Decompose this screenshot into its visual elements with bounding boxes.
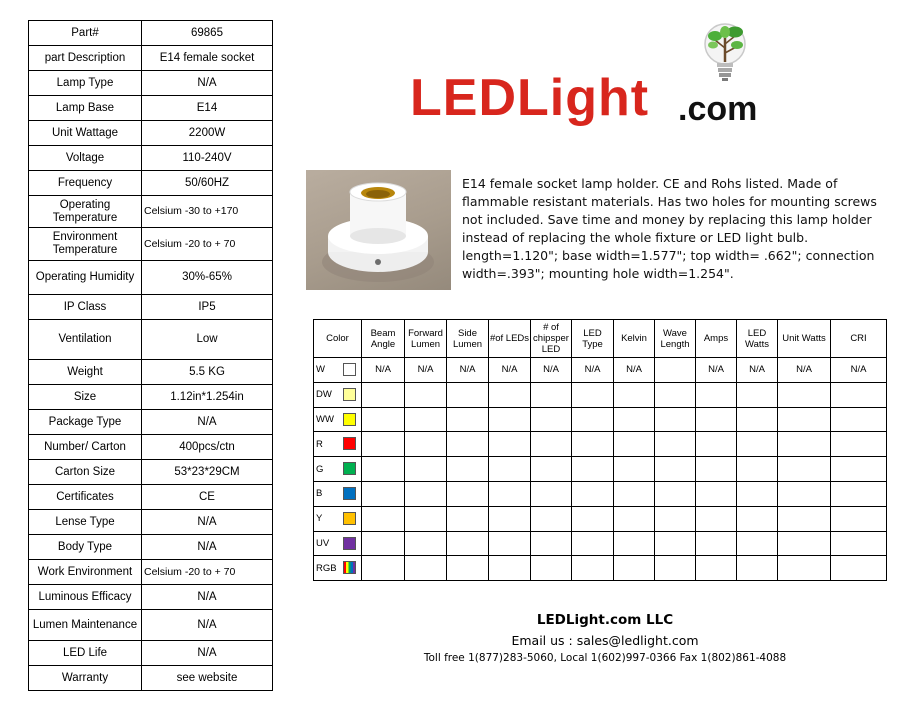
spec-value: Celsium -20 to + 70 [142,560,273,585]
column-header: LED Type [572,320,614,358]
spec-row [29,666,273,691]
data-cell [405,481,447,506]
color-cell [314,457,362,482]
data-cell [362,382,405,407]
spec-label: Ventilation [29,320,142,360]
data-cell [655,531,696,556]
data-cell [614,556,655,581]
color-swatch [343,462,356,475]
color-swatch [343,437,356,450]
data-cell [614,382,655,407]
data-cell [614,432,655,457]
data-cell: N/A [405,358,447,383]
data-cell [572,556,614,581]
data-cell [531,432,572,457]
spec-label: Size [29,385,142,410]
data-cell [655,358,696,383]
spec-row [29,295,273,320]
data-cell [737,481,778,506]
data-cell [489,506,531,531]
spec-label: Operating Humidity [29,261,142,295]
data-cell: N/A [778,358,831,383]
spec-row [29,585,273,610]
data-cell: N/A [831,358,887,383]
data-cell [531,506,572,531]
color-swatch [343,537,356,550]
data-cell [614,407,655,432]
data-cell [737,457,778,482]
spec-value: 1.12in*1.254in [142,385,273,410]
spec-label: Certificates [29,485,142,510]
spec-label: Warranty [29,666,142,691]
spec-value: N/A [142,535,273,560]
data-cell [831,506,887,531]
spec-value: 400pcs/ctn [142,435,273,460]
data-cell [489,382,531,407]
data-cell [778,432,831,457]
spec-value: CE [142,485,273,510]
data-cell [447,481,489,506]
color-row [314,432,887,457]
spec-label: Environment Temperature [29,228,142,261]
data-cell [696,531,737,556]
spec-label: Weight [29,360,142,385]
spec-row [29,171,273,196]
spec-label: Lamp Type [29,71,142,96]
color-cell [314,432,362,457]
color-cell [314,407,362,432]
color-name: G [316,463,324,475]
data-cell [362,506,405,531]
data-cell [362,432,405,457]
spec-row [29,21,273,46]
spec-row [29,196,273,228]
data-cell: N/A [696,358,737,383]
data-cell [614,481,655,506]
data-cell [405,457,447,482]
spec-value: 5.5 KG [142,360,273,385]
spec-row [29,71,273,96]
spec-value: N/A [142,71,273,96]
data-cell [362,407,405,432]
data-cell: N/A [531,358,572,383]
data-cell [778,506,831,531]
footer-contact [400,611,810,665]
spec-value: N/A [142,585,273,610]
data-cell [831,432,887,457]
data-cell [447,407,489,432]
data-cell [447,556,489,581]
spec-value: 50/60HZ [142,171,273,196]
spec-value: 30%-65% [142,261,273,295]
spec-value: see website [142,666,273,691]
spec-value: N/A [142,641,273,666]
spec-value: E14 female socket [142,46,273,71]
spec-label: Work Environment [29,560,142,585]
data-cell [572,432,614,457]
data-cell: N/A [447,358,489,383]
data-cell [696,506,737,531]
data-cell [737,382,778,407]
spec-row [29,146,273,171]
spec-value: 2200W [142,121,273,146]
spec-label: Lense Type [29,510,142,535]
data-cell [405,506,447,531]
data-cell [696,481,737,506]
lamp-holder-image [306,170,451,290]
data-cell [655,432,696,457]
spec-label: Number/ Carton [29,435,142,460]
column-header: Wave Length [655,320,696,358]
color-swatch [343,512,356,525]
spec-row [29,385,273,410]
logo-wordmark: LEDLight [410,69,650,127]
color-swatch [343,487,356,500]
data-cell [489,481,531,506]
color-spec-table [313,319,887,581]
data-cell [614,457,655,482]
color-name: B [316,488,323,500]
data-cell [831,531,887,556]
spec-value: 69865 [142,21,273,46]
data-cell [778,556,831,581]
spec-value: Celsium -30 to +170 [142,196,273,228]
data-cell [531,457,572,482]
color-row [314,556,887,581]
color-name: UV [316,537,330,549]
spec-label: Lamp Base [29,96,142,121]
data-cell: N/A [614,358,655,383]
color-row [314,382,887,407]
data-cell [778,382,831,407]
data-cell [778,457,831,482]
data-cell [778,481,831,506]
spec-label: IP Class [29,295,142,320]
column-header: Side Lumen [447,320,489,358]
spec-row [29,320,273,360]
data-cell [531,407,572,432]
spec-row [29,360,273,385]
spec-label: Voltage [29,146,142,171]
data-cell [831,556,887,581]
color-row [314,358,887,383]
data-cell [696,382,737,407]
data-cell: N/A [737,358,778,383]
spec-value: E14 [142,96,273,121]
data-cell [447,457,489,482]
data-cell [531,556,572,581]
color-name: RGB [316,562,337,574]
data-cell [489,556,531,581]
data-cell [447,506,489,531]
spec-value: IP5 [142,295,273,320]
data-cell [737,531,778,556]
color-row [314,481,887,506]
color-cell [314,358,362,383]
spec-row [29,610,273,641]
spec-label: Luminous Efficacy [29,585,142,610]
data-cell [572,481,614,506]
data-cell [831,407,887,432]
spec-value: N/A [142,410,273,435]
ledlight-logo [410,20,790,130]
data-cell [572,407,614,432]
spec-label: Body Type [29,535,142,560]
data-cell [447,531,489,556]
column-header: Unit Watts [778,320,831,358]
data-cell [778,407,831,432]
spec-row [29,535,273,560]
data-cell [362,481,405,506]
spec-label: Lumen Maintenance [29,610,142,641]
spec-value: Low [142,320,273,360]
data-cell [572,531,614,556]
color-row [314,531,887,556]
product-photo [306,170,451,290]
data-cell [531,481,572,506]
spec-label: Operating Temperature [29,196,142,228]
spec-row [29,510,273,535]
spec-row [29,560,273,585]
column-header: #of LEDs [489,320,531,358]
color-cell [314,382,362,407]
data-cell [614,531,655,556]
spec-label: Unit Wattage [29,121,142,146]
data-cell [655,457,696,482]
spec-row [29,641,273,666]
data-cell [447,382,489,407]
color-name: DW [316,389,332,401]
spec-row [29,460,273,485]
data-cell [489,432,531,457]
column-header: LED Watts [737,320,778,358]
spec-row [29,435,273,460]
column-header: Kelvin [614,320,655,358]
data-cell [831,382,887,407]
spec-row [29,96,273,121]
spec-row [29,121,273,146]
spec-value: Celsium -20 to + 70 [142,228,273,261]
spec-label: LED Life [29,641,142,666]
data-cell [362,457,405,482]
column-header: Beam Angle [362,320,405,358]
spec-label: Frequency [29,171,142,196]
color-swatch [343,413,356,426]
color-row [314,407,887,432]
data-cell [655,556,696,581]
spec-label: Part# [29,21,142,46]
data-cell: N/A [572,358,614,383]
data-cell: N/A [362,358,405,383]
company-name: LEDLight.com LLC [536,612,674,628]
color-swatch [343,388,356,401]
column-header: CRI [831,320,887,358]
color-swatch [343,561,356,574]
data-cell [531,531,572,556]
spec-row [29,228,273,261]
spec-value: 110-240V [142,146,273,171]
data-cell [405,531,447,556]
data-cell [655,481,696,506]
data-cell [447,432,489,457]
column-header: Forward Lumen [405,320,447,358]
data-cell [489,407,531,432]
column-header: Amps [696,320,737,358]
data-cell [655,506,696,531]
data-cell: N/A [489,358,531,383]
data-cell [737,556,778,581]
data-cell [405,382,447,407]
color-swatch [343,363,356,376]
data-cell [362,531,405,556]
color-name: R [316,438,323,450]
color-row [314,506,887,531]
contact-email: Email us : sales@ledlight.com [511,633,699,648]
color-cell [314,531,362,556]
contact-phones: Toll free 1(877)283-5060, Local 1(602)997-0366 Fax 1(802)861-4088 [423,652,787,664]
color-cell [314,506,362,531]
logo-dotcom: .com [678,90,758,128]
data-cell [572,506,614,531]
spec-label: part Description [29,46,142,71]
spec-value: N/A [142,510,273,535]
spec-value: 53*23*29CM [142,460,273,485]
color-row [314,457,887,482]
data-cell [696,407,737,432]
spec-row [29,485,273,510]
column-header: # of chipsper LED [531,320,572,358]
data-cell [696,457,737,482]
data-cell [778,531,831,556]
product-description: E14 female socket lamp holder. CE and Rohs listed. Made of flammable resistant materials. Has two holes for mounting screws not included. Save time and money by replacing this lamp holder instead of replacing the whole fixture or LED light bulb. length=1.120"; base width=1.577"; top width= .662"; connection width=.393"; mounting hole width=1.254". [462,176,877,281]
spec-row [29,261,273,295]
color-cell [314,556,362,581]
color-name: W [316,364,325,376]
data-cell [614,506,655,531]
data-cell [489,531,531,556]
data-cell [655,382,696,407]
spec-row [29,46,273,71]
data-cell [405,432,447,457]
data-cell [737,432,778,457]
spec-value: N/A [142,610,273,641]
data-cell [655,407,696,432]
data-cell [572,457,614,482]
data-cell [696,556,737,581]
data-cell [831,481,887,506]
bulb-tree-icon [695,20,755,82]
color-cell [314,481,362,506]
data-cell [405,556,447,581]
data-cell [531,382,572,407]
color-name: WW [316,413,334,425]
data-cell [737,407,778,432]
data-cell [737,506,778,531]
data-cell [362,556,405,581]
spec-label: Package Type [29,410,142,435]
column-header: Color [314,320,362,358]
data-cell [696,432,737,457]
data-cell [489,457,531,482]
data-cell [572,382,614,407]
spec-row [29,410,273,435]
spec-label: Carton Size [29,460,142,485]
data-cell [405,407,447,432]
spec-table [28,20,273,691]
color-name: Y [316,513,323,525]
data-cell [831,457,887,482]
